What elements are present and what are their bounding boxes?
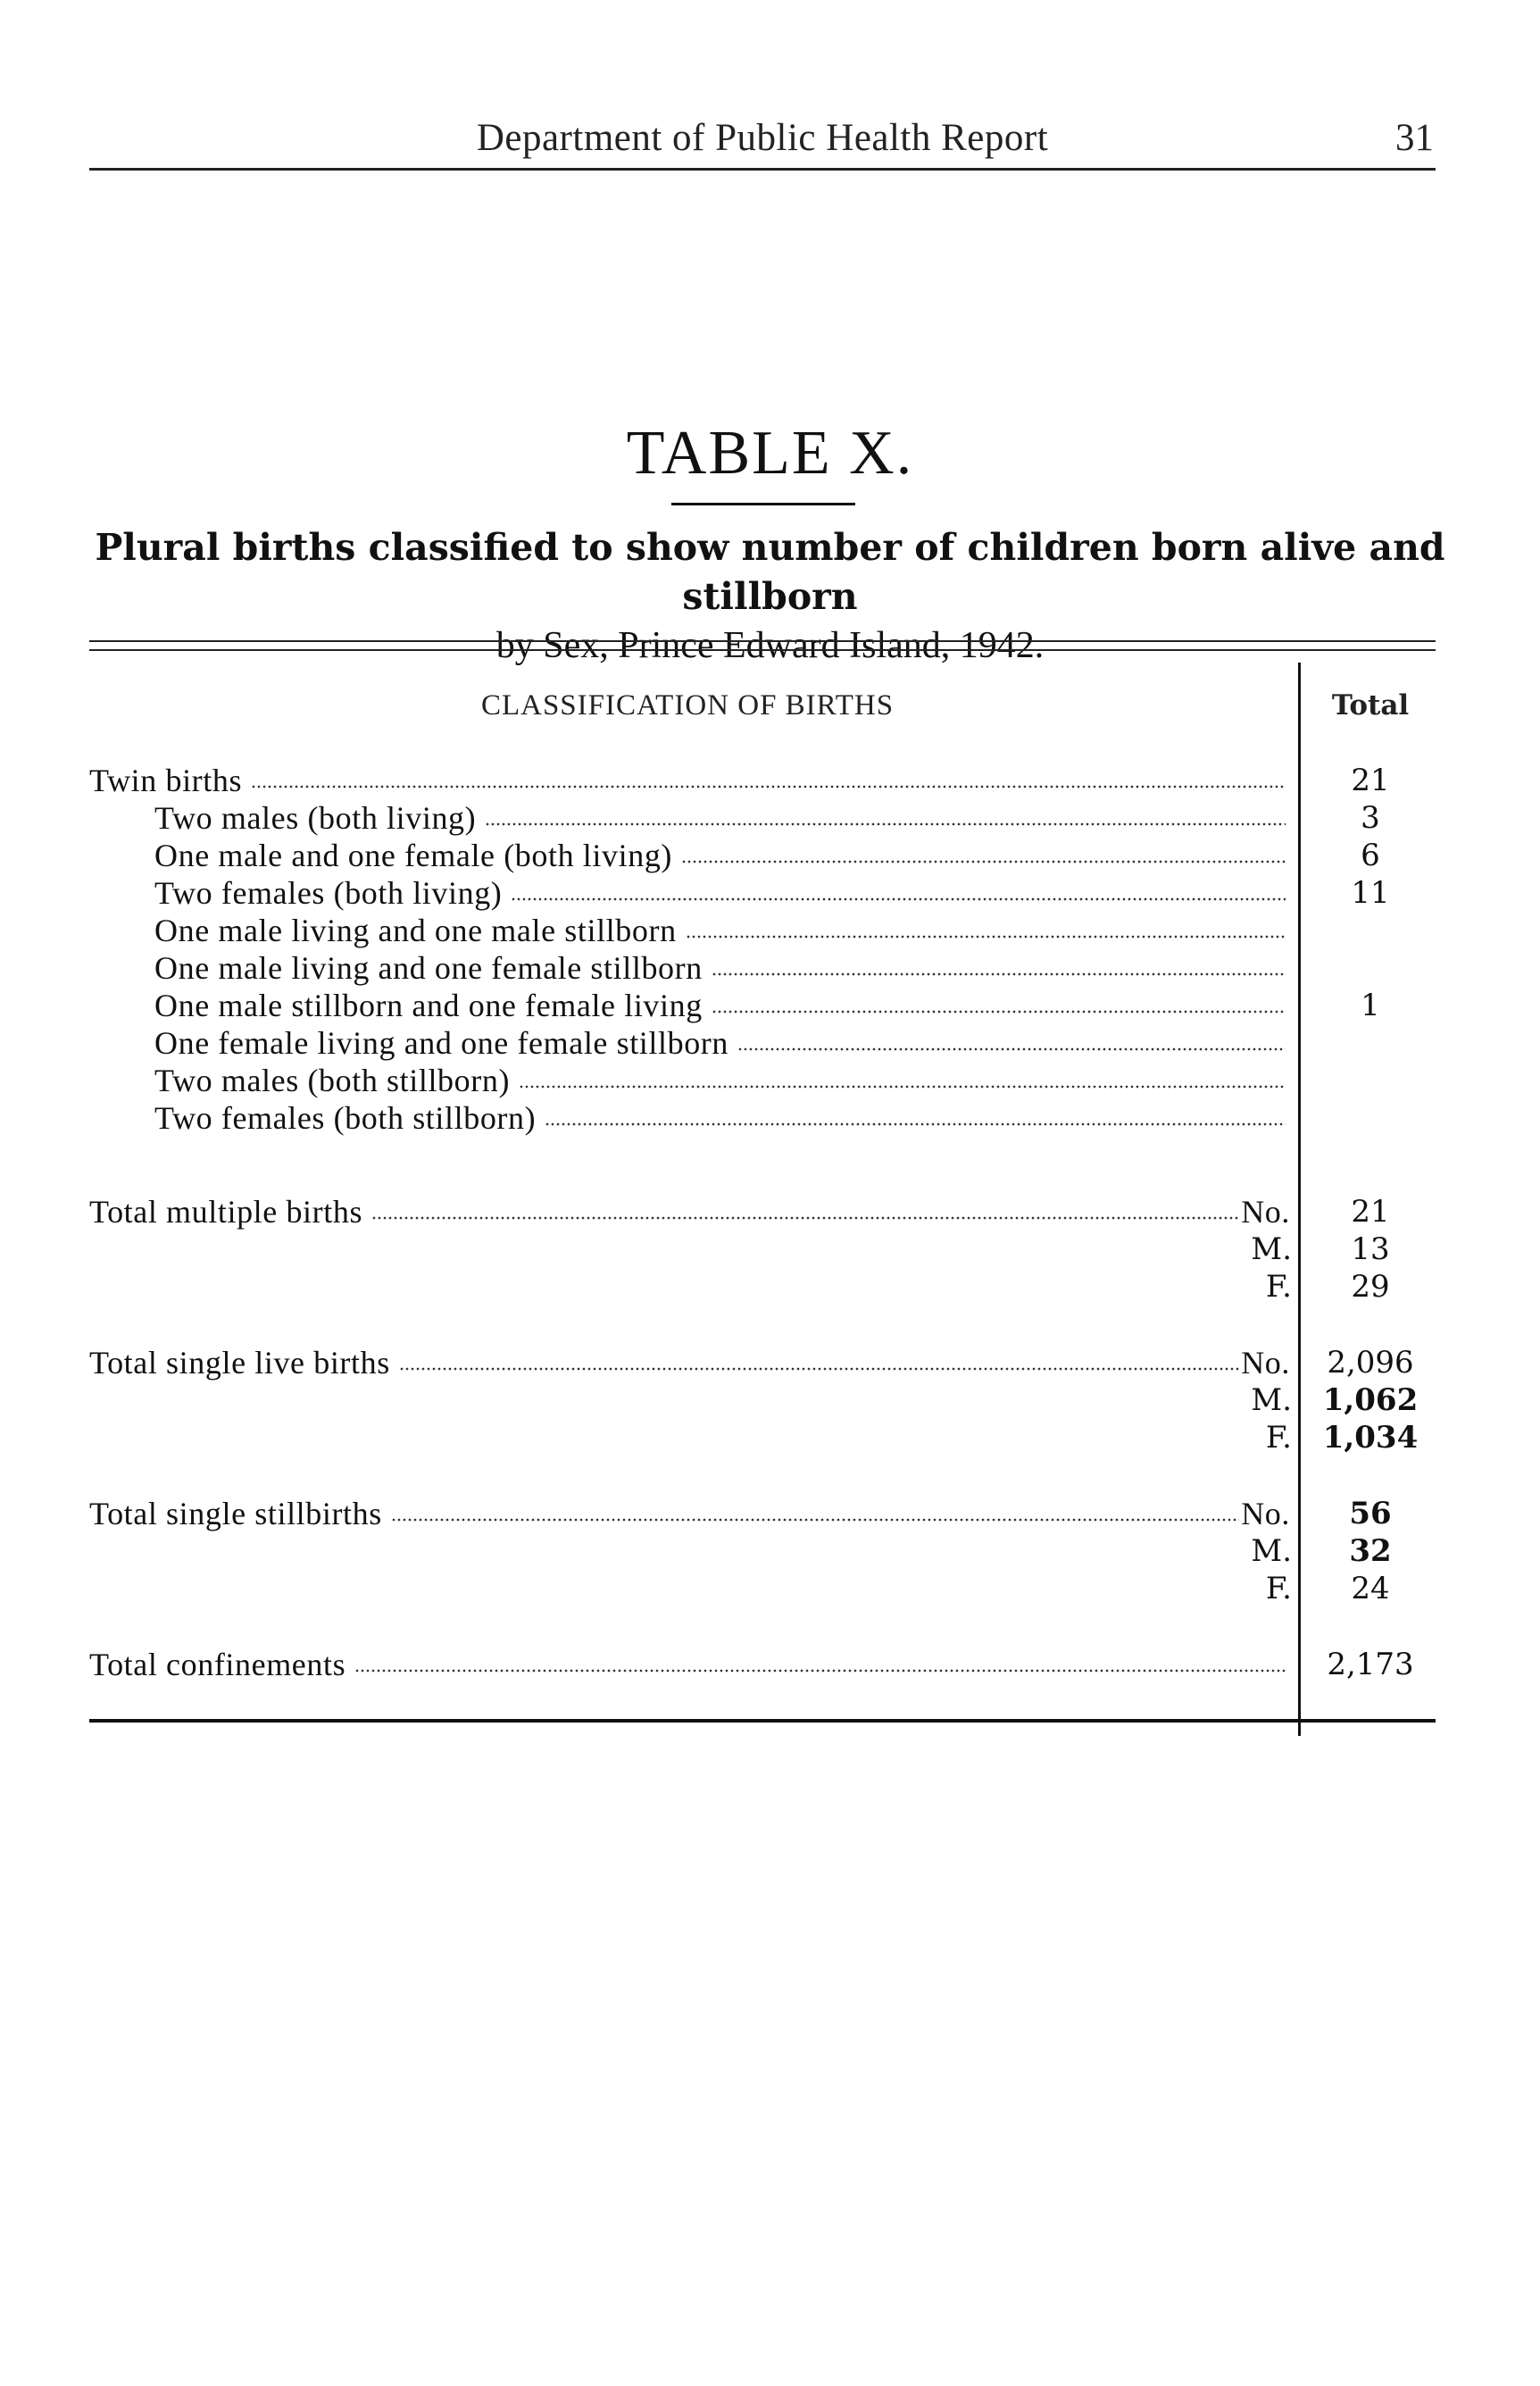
row-value	[1305, 911, 1436, 950]
title-rule	[671, 503, 855, 505]
running-title: Department of Public Health Report	[476, 117, 1049, 159]
leader-dots	[686, 932, 1286, 941]
leader-dots	[681, 857, 1286, 866]
table-bottom-rule	[89, 1719, 1436, 1723]
sex-label-no: No.	[1241, 1345, 1290, 1381]
leader-dots	[712, 1007, 1286, 1016]
column-header-total: Total	[1331, 689, 1410, 722]
table-row-twin-births	[0, 761, 1540, 800]
leader-dots	[354, 1666, 1286, 1675]
table-row	[0, 873, 1540, 913]
table-row	[0, 836, 1540, 875]
row-label: One male and one female (both living)	[154, 836, 681, 875]
row-value: 21	[1351, 763, 1390, 798]
leader-dots	[712, 970, 1286, 979]
sex-label-f: F.	[1265, 1420, 1292, 1456]
row-value-f: 29	[1351, 1269, 1390, 1305]
row-value-m: 13	[1351, 1231, 1390, 1267]
table-row	[0, 948, 1540, 988]
row-label: Twin births	[89, 761, 251, 800]
table-title: TABLE X.	[626, 419, 914, 488]
sex-label-no: No.	[1241, 1194, 1290, 1230]
table-row-total-confinements	[0, 1645, 1540, 1684]
table-row	[0, 911, 1540, 950]
row-label: One male living and one male stillborn	[154, 911, 686, 950]
row-label: Total single live births	[89, 1343, 399, 1382]
row-value-no: 2,096	[1327, 1345, 1414, 1381]
row-label: Two males (both living)	[154, 798, 485, 838]
row-value-f: 1,034	[1322, 1420, 1419, 1456]
leader-dots	[519, 1082, 1286, 1091]
leader-dots	[251, 782, 1286, 791]
row-label: Total multiple births	[89, 1192, 371, 1231]
row-label: One female living and one female stillborn	[154, 1023, 737, 1063]
row-value-no: 21	[1351, 1194, 1390, 1230]
table-top-rule	[89, 640, 1436, 651]
caption-line-2: by Sex, Prince Edward Island, 1942.	[495, 625, 1045, 666]
sex-label-m: M.	[1251, 1533, 1292, 1569]
table-row	[0, 986, 1540, 1025]
table-row-total-single-stillbirths	[0, 1494, 1540, 1533]
row-value: 3	[1361, 800, 1380, 836]
leader-dots	[399, 1364, 1239, 1373]
sex-label-m: M.	[1251, 1231, 1292, 1267]
row-value: 11	[1351, 875, 1390, 911]
sex-label-no: No.	[1241, 1496, 1290, 1531]
leader-dots	[485, 820, 1286, 829]
row-label: Two males (both stillborn)	[154, 1061, 519, 1100]
sex-label-f: F.	[1265, 1571, 1292, 1606]
row-label: Two females (both stillborn)	[154, 1098, 545, 1138]
table-row	[0, 1098, 1540, 1138]
table-row-total-single-live-m	[0, 1381, 1540, 1420]
table-row	[0, 1061, 1540, 1100]
table-row-total-multiple-m	[0, 1230, 1540, 1269]
table-row	[0, 798, 1540, 838]
row-value: 2,173	[1327, 1647, 1414, 1682]
leader-dots	[371, 1214, 1239, 1222]
caption-line-1: Plural births classified to show number of children born alive and stillborn	[95, 526, 1445, 618]
leader-dots	[545, 1120, 1286, 1129]
row-value: 6	[1361, 838, 1380, 873]
table-row-total-multiple-f	[0, 1267, 1540, 1306]
leader-dots	[737, 1045, 1286, 1054]
row-value-m: 1,062	[1322, 1382, 1419, 1418]
leader-dots	[391, 1515, 1239, 1524]
row-value	[1305, 1098, 1436, 1138]
row-value-f: 24	[1351, 1571, 1390, 1606]
row-label: Total single stillbirths	[89, 1494, 391, 1533]
leader-dots	[511, 895, 1286, 904]
row-label: Total confinements	[89, 1645, 354, 1684]
row-value-m: 32	[1349, 1533, 1392, 1569]
row-value	[1305, 948, 1436, 988]
row-value	[1305, 1061, 1436, 1100]
row-label: One male stillborn and one female living	[154, 986, 712, 1025]
table-row-total-multiple	[0, 1192, 1540, 1231]
table-row-total-single-stillbirths-f	[0, 1569, 1540, 1608]
row-label: Two females (both living)	[154, 873, 511, 913]
column-header-classification: CLASSIFICATION OF BIRTHS	[480, 689, 895, 722]
sex-label-f: F.	[1265, 1269, 1292, 1305]
table-row-total-single-stillbirths-m	[0, 1531, 1540, 1571]
row-value-no: 56	[1349, 1496, 1392, 1531]
sex-label-m: M.	[1251, 1382, 1292, 1418]
row-value	[1305, 1023, 1436, 1063]
table-row-total-single-live-f	[0, 1418, 1540, 1457]
row-value: 1	[1361, 988, 1380, 1023]
table-row	[0, 1023, 1540, 1063]
table-row-total-single-live	[0, 1343, 1540, 1382]
row-label: One male living and one female stillborn	[154, 948, 712, 988]
page-number: 31	[1395, 117, 1434, 159]
running-header	[89, 114, 1436, 171]
